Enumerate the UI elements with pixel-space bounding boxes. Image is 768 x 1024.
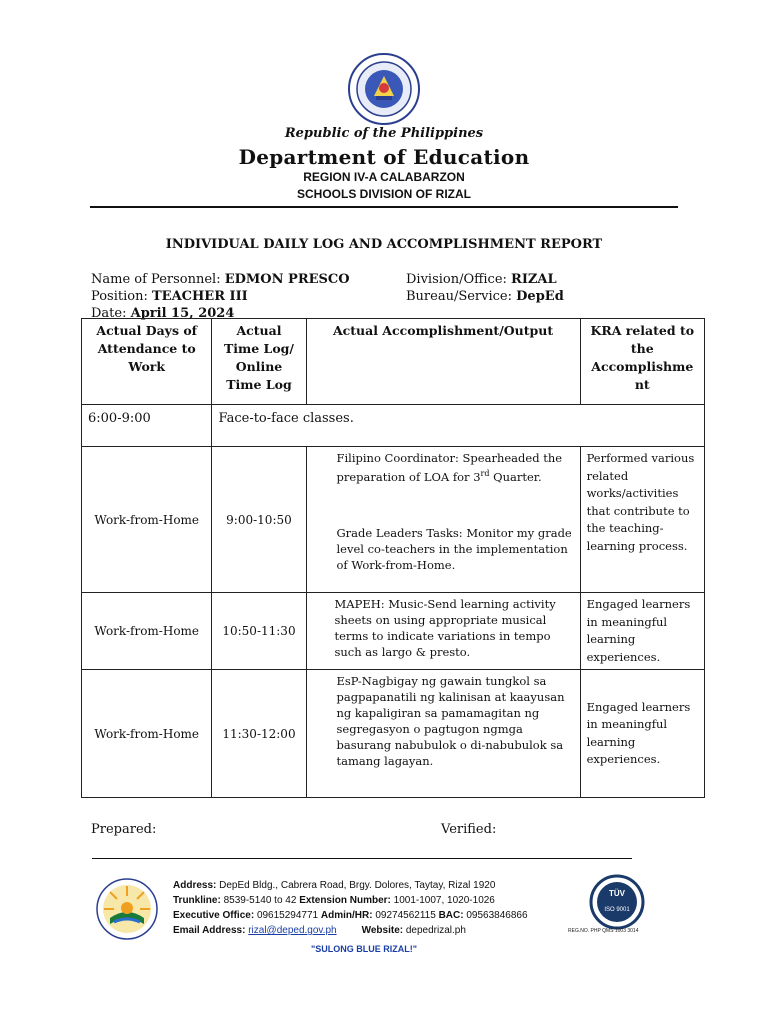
admin-value: 09274562115 bbox=[375, 910, 436, 921]
iso-brand-text: TÜV bbox=[609, 889, 625, 898]
prepared-label: Prepared: bbox=[91, 822, 157, 837]
position-label: Position: bbox=[91, 289, 148, 304]
division-value: RIZAL bbox=[511, 272, 557, 287]
trunkline-label: Trunkline: bbox=[173, 895, 221, 906]
table-row bbox=[82, 670, 705, 798]
row3-kra: Engaged learners in meaningful learning experiences. bbox=[580, 593, 704, 670]
row4-time: 11:30-12:00 bbox=[212, 670, 306, 798]
row4-accomplishment: EsP-Nagbigay ng gawain tungkol sa pagpapanatili ng kalinisan at kaayusan ng kapaligiran sa pamamagitan ng segregasyon o pagtugon ngmga basurang nabubulok o di-nabubulok sa tamang lagayan. bbox=[306, 670, 580, 798]
header-kra-line: KRA related to bbox=[590, 323, 695, 338]
position-value: TEACHER III bbox=[151, 289, 248, 304]
exec-label: Executive Office: bbox=[173, 910, 255, 921]
iso-mark-text: ISO 9001 bbox=[604, 907, 630, 913]
row1-time: 6:00-9:00 bbox=[82, 405, 212, 447]
extension-value: 1001-1007, 1020-1026 bbox=[393, 895, 495, 906]
header-timelog-line: Time Log bbox=[226, 377, 292, 392]
table-row bbox=[82, 447, 705, 593]
header-days bbox=[82, 319, 212, 405]
division-label: Division/Office: bbox=[406, 272, 507, 287]
header-accomplishment-line: Actual Accomplishment/Output bbox=[332, 323, 554, 338]
header-kra-line: Accomplishme bbox=[591, 359, 694, 374]
header-kra-line: the bbox=[630, 341, 654, 356]
header-kra-line: nt bbox=[634, 377, 650, 392]
personnel-info bbox=[91, 271, 350, 322]
row3-time: 10:50-11:30 bbox=[212, 593, 306, 670]
republic-heading: Republic of the Philippines bbox=[284, 126, 484, 141]
row2-day: Work-from-Home bbox=[82, 447, 212, 593]
header-timelog-line: Online bbox=[235, 359, 283, 374]
slogan: "SULONG BLUE RIZAL!" bbox=[310, 944, 418, 954]
website-label: Website: bbox=[361, 925, 404, 936]
division-heading: SCHOOLS DIVISION OF RIZAL bbox=[296, 187, 471, 201]
header-days-line: Attendance to bbox=[97, 341, 196, 356]
date-label: Date: bbox=[91, 306, 127, 321]
bureau-value: DepEd bbox=[516, 289, 564, 304]
bac-label: BAC: bbox=[438, 910, 464, 921]
deped-seal-icon bbox=[347, 52, 421, 126]
email-link[interactable]: rizal@deped.gov.ph bbox=[248, 925, 337, 936]
header-divider bbox=[90, 206, 678, 208]
name-value: EDMON PRESCO bbox=[224, 272, 350, 287]
header-accomplishment bbox=[306, 319, 580, 405]
office-info bbox=[406, 271, 564, 305]
extension-label: Extension Number: bbox=[299, 895, 391, 906]
address-value: DepEd Bldg., Cabrera Road, Brgy. Dolores, Taytay, Rizal 1920 bbox=[219, 880, 496, 891]
trunkline-value: 8539-5140 to 42 bbox=[223, 895, 297, 906]
admin-label: Admin/HR: bbox=[320, 910, 373, 921]
header-days-line: Actual Days of bbox=[96, 323, 198, 338]
table-header-row bbox=[82, 319, 705, 405]
table-row bbox=[82, 593, 705, 670]
header-days-line: Work bbox=[128, 359, 166, 374]
row2-acc1-text: Filipino Coordinator: Spearheaded the preparation of LOA for 3 bbox=[336, 451, 563, 484]
exec-value: 09615294771 bbox=[256, 910, 319, 921]
iso-registration: REG.NO. PHP QMS 1003 3014 bbox=[568, 928, 639, 934]
table-row bbox=[82, 405, 705, 447]
bureau-label: Bureau/Service: bbox=[406, 289, 513, 304]
daily-log-table bbox=[81, 318, 705, 798]
date-value: April 15, 2024 bbox=[130, 306, 235, 321]
verified-label: Verified: bbox=[441, 822, 497, 837]
row2-acc-item bbox=[337, 450, 574, 485]
row2-acc1-sup: rd bbox=[480, 469, 490, 478]
header-timelog-line: Time Log/ bbox=[223, 341, 294, 356]
row4-day: Work-from-Home bbox=[82, 670, 212, 798]
rizal-division-logo-icon bbox=[96, 878, 158, 940]
website-value: depedrizal.ph bbox=[405, 925, 466, 936]
footer-divider bbox=[92, 858, 632, 859]
header-kra bbox=[580, 319, 704, 405]
row3-day: Work-from-Home bbox=[82, 593, 212, 670]
email-label: Email Address: bbox=[173, 925, 246, 936]
row4-kra: Engaged learners in meaningful learning experiences. bbox=[580, 670, 704, 798]
footer-contact bbox=[173, 878, 528, 938]
bac-value: 09563846866 bbox=[466, 910, 528, 921]
header-timelog bbox=[212, 319, 306, 405]
row1-text: Face-to-face classes. bbox=[212, 405, 705, 447]
report-title: INDIVIDUAL DAILY LOG AND ACCOMPLISHMENT REPORT bbox=[165, 237, 603, 252]
header-timelog-line: Actual bbox=[236, 323, 282, 338]
row2-acc-item: Grade Leaders Tasks: Monitor my grade level co-teachers in the implementation of Work-from-Home. bbox=[336, 525, 572, 572]
row2-accomplishment bbox=[306, 447, 580, 593]
row2-acc1-post: Quarter. bbox=[493, 469, 542, 484]
region-heading: REGION IV-A CALABARZON bbox=[303, 170, 465, 184]
name-label: Name of Personnel: bbox=[91, 272, 221, 287]
row3-accomplishment: MAPEH: Music-Send learning activity sheets on using appropriate musical terms to indicate variations in tempo such as largo & presto. bbox=[306, 593, 580, 670]
department-heading: Department of Education bbox=[238, 145, 530, 169]
row2-kra: Performed various related works/activities that contribute to the teaching-learning process. bbox=[580, 447, 704, 593]
address-label: Address: bbox=[173, 880, 217, 891]
row2-time: 9:00-10:50 bbox=[212, 447, 306, 593]
